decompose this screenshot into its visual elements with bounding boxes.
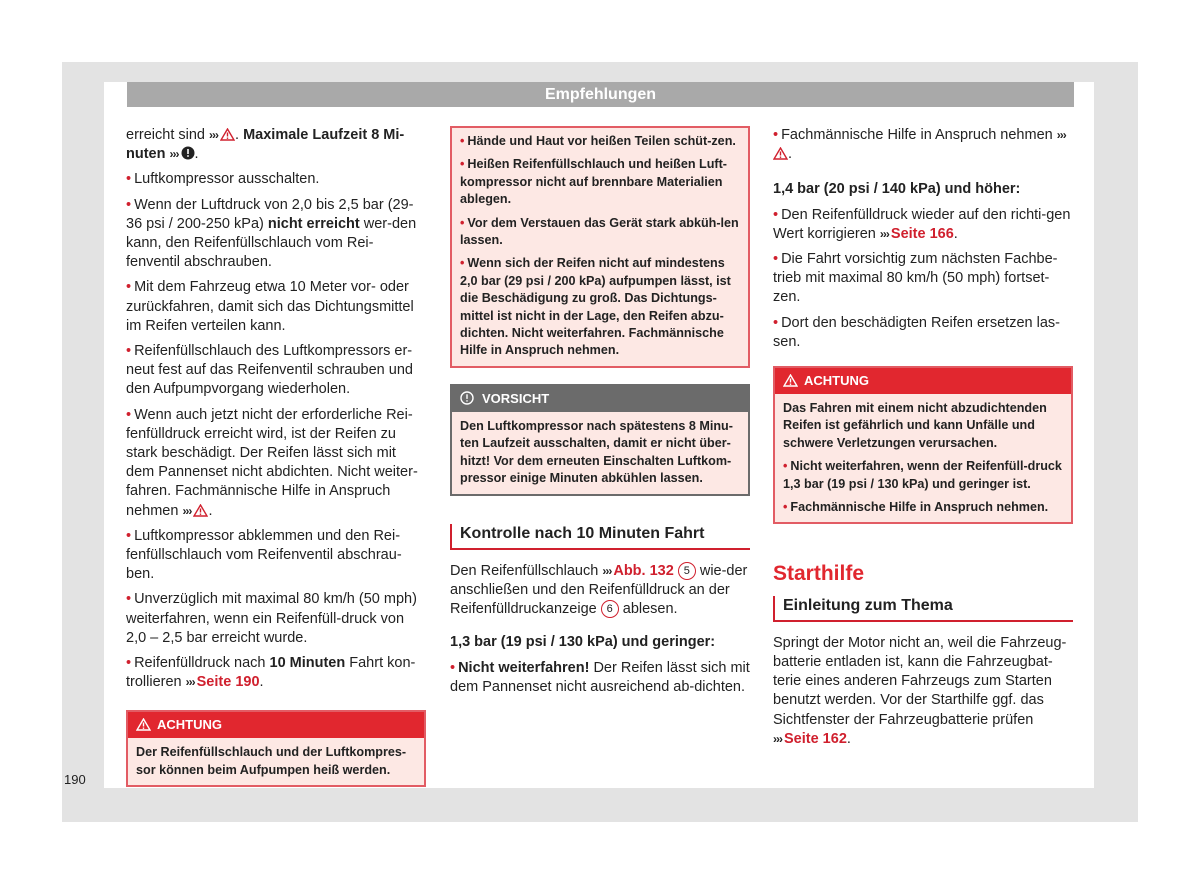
warning-triangle-icon xyxy=(136,718,151,731)
list-item: • Luftkompressor abklemmen und den Rei-fenfüllschlauch vom Reifenventil abschrau-ben. xyxy=(126,527,402,583)
arrow-ref-icon: ››› xyxy=(773,731,782,746)
section-heading-wrap xyxy=(450,524,750,550)
page-number: 190 xyxy=(64,772,86,787)
intro-line: erreicht sind ››› . Maximale Laufzeit 8 Mi-nuten ››› . xyxy=(126,127,405,163)
warning-item: • Fachmännische Hilfe in Anspruch nehmen. xyxy=(783,500,1049,515)
intro-text: erreicht sind xyxy=(126,127,205,143)
list-item: • Reifenfülldruck nach 10 Minuten Fahrt kon-trollieren ››› Seite 190. xyxy=(126,655,416,691)
list-item: • Luftkompressor ausschalten. xyxy=(126,171,320,188)
page-link[interactable]: Seite 166 xyxy=(890,225,954,242)
warning-triangle-icon[interactable] xyxy=(193,504,208,517)
list-item: • Nicht weiterfahren! Der Reifen lässt sich mit dem Pannenset nicht ausreichend ab-dichten. xyxy=(450,659,750,695)
page-link[interactable]: Seite 162 xyxy=(784,730,847,747)
list-item: • Unverzüglich mit maximal 80 km/h (50 mph) weiterfahren, wenn ein Reifenfüll-druck von 2,0 – 2,5 bar erreicht wurde. xyxy=(126,591,417,646)
list-item: • Den Reifenfülldruck wieder auf den richti-gen Wert korrigieren ››› Seite 166. xyxy=(773,206,1071,242)
column-2 xyxy=(450,126,750,703)
caution-circle-icon xyxy=(460,391,474,405)
warning-box-header xyxy=(775,368,1071,394)
arrow-ref-icon: ››› xyxy=(879,226,889,241)
warning-title: ACHTUNG xyxy=(157,717,222,733)
intro-bold: Maximale Laufzeit 8 Mi-nuten xyxy=(126,127,405,163)
list-item: • Wenn auch jetzt nicht der erforderliche Rei-fenfülldruck erreicht wird, ist der Reifen zu stark beschädigt. Der Reifen lässt sich mit dem Pannenset nicht abdichten. Nicht weiter-fahren. Fachmännische Hilfe in Anspruch nehmen ››› . xyxy=(126,406,418,519)
page-link[interactable]: Seite 190 xyxy=(196,674,260,691)
list-item: • Dort den beschädigten Reifen ersetzen las-sen. xyxy=(773,314,1060,350)
list-item: • Fachmännische Hilfe in Anspruch nehmen ›››. xyxy=(773,127,1066,163)
list-item: • Reifenfüllschlauch des Luftkompressors er-neut fest auf das Reifenventil schrauben und den Aufpumpvorgang wiederholen. xyxy=(126,343,413,398)
warning-box xyxy=(126,710,426,787)
warning-item: • Hände und Haut vor heißen Teilen schüt-zen. xyxy=(460,134,736,148)
warning-box-header xyxy=(128,712,424,738)
list-item: • Mit dem Fahrzeug etwa 10 Meter vor- oder zurückfahren, damit sich das Dichtungsmittel im Reifen verteilen kann. xyxy=(126,279,414,334)
paragraph: Springt der Motor nicht an, weil die Fahrzeug-batterie entladen ist, kann die Fahrzeugbat-terie eines anderen Fahrzeugs zum Starten benutzt werden. Vor der Starthilfe ggf. das Sichtfenster der Fahrzeugbatterie prüfen ››› Seite 162. xyxy=(773,634,1067,747)
arrow-ref-icon: ››› xyxy=(169,147,179,162)
column-3 xyxy=(773,126,1073,755)
arrow-ref-icon: ››› xyxy=(182,503,192,518)
warning-item: • Vor dem Verstauen das Gerät stark abküh-len lassen. xyxy=(460,215,739,248)
callout-number: 6 xyxy=(601,600,619,618)
caution-body: Den Luftkompressor nach spätestens 8 Minu-ten Laufzeit ausschalten, damit er nicht über-hitzt! Vor dem erneuten Einschalten Luftkom-pressor einige Minuten abkühlen lassen. xyxy=(460,418,733,486)
arrow-ref-icon: ››› xyxy=(185,675,195,690)
callout-number: 5 xyxy=(678,562,696,580)
chapter-title: Starthilfe xyxy=(773,562,865,586)
section-title: Kontrolle nach 10 Minuten Fahrt xyxy=(450,524,750,550)
warning-triangle-icon[interactable] xyxy=(773,147,788,160)
paragraph: Den Reifenfüllschlauch ››› Abb. 132 5 wie-der anschließen und den Reifenfülldruck an der Reifenfülldruckanzeige 6 ablesen. xyxy=(450,562,748,618)
column-1 xyxy=(126,126,426,787)
warning-title: ACHTUNG xyxy=(804,373,869,389)
arrow-ref-icon: ››› xyxy=(1056,128,1066,142)
sub-heading: 1,4 bar (20 psi / 140 kPa) und höher: xyxy=(773,181,1021,198)
warning-triangle-icon[interactable] xyxy=(220,128,235,141)
section-title: Einleitung zum Thema xyxy=(773,596,1073,622)
arrow-ref-icon: ››› xyxy=(209,128,219,142)
warning-item: • Wenn sich der Reifen nicht auf mindestens 2,0 bar (29 psi / 200 kPa) aufpumpen lässt, ist die Beschädigung zu groß. Das Dichtungs-mittel ist nicht in der Lage, den Reifen abzu-dichten. Nicht weiterfahren. Fachmännische Hilfe in Anspruch nehmen. xyxy=(460,256,731,358)
warning-item: • Nicht weiterfahren, wenn der Reifenfüll-druck 1,3 bar (19 psi / 130 kPa) und geringer ist. xyxy=(783,459,1062,491)
warning-body: Der Reifenfüllschlauch und der Luftkompres-sor können beim Aufpumpen heiß werden. xyxy=(136,745,407,777)
arrow-ref-icon: ››› xyxy=(602,563,612,578)
caution-box xyxy=(450,384,750,496)
sub-heading: 1,3 bar (19 psi / 130 kPa) und geringer: xyxy=(450,634,716,651)
list-item: • Wenn der Luftdruck von 2,0 bis 2,5 bar (29-36 psi / 200-250 kPa) nicht erreicht wer-den kann, den Reifenfüllschlauch vom Rei-fenventil abschrauben. xyxy=(126,196,417,271)
warning-text: Das Fahren mit einem nicht abzudichtenden Reifen ist gefährlich und kann Unfälle und schwere Verletzungen verursachen. xyxy=(783,401,1047,450)
page-header: Empfehlungen xyxy=(127,82,1074,107)
warning-box xyxy=(773,366,1073,524)
list-item: • Die Fahrt vorsichtig zum nächsten Fachbe-trieb mit maximal 80 km/h (50 mph) fortset-zen. xyxy=(773,251,1058,306)
warning-item: • Heißen Reifenfüllschlauch und heißen Luft-kompressor nicht auf brennbare Materialien ablegen. xyxy=(460,157,728,207)
warning-box-continued xyxy=(450,126,750,368)
warning-triangle-icon xyxy=(783,374,798,387)
caution-title: VORSICHT xyxy=(482,390,550,406)
caution-box-header xyxy=(452,386,748,412)
figure-link[interactable]: Abb. 132 xyxy=(613,562,674,579)
info-circle-icon[interactable] xyxy=(181,146,195,160)
